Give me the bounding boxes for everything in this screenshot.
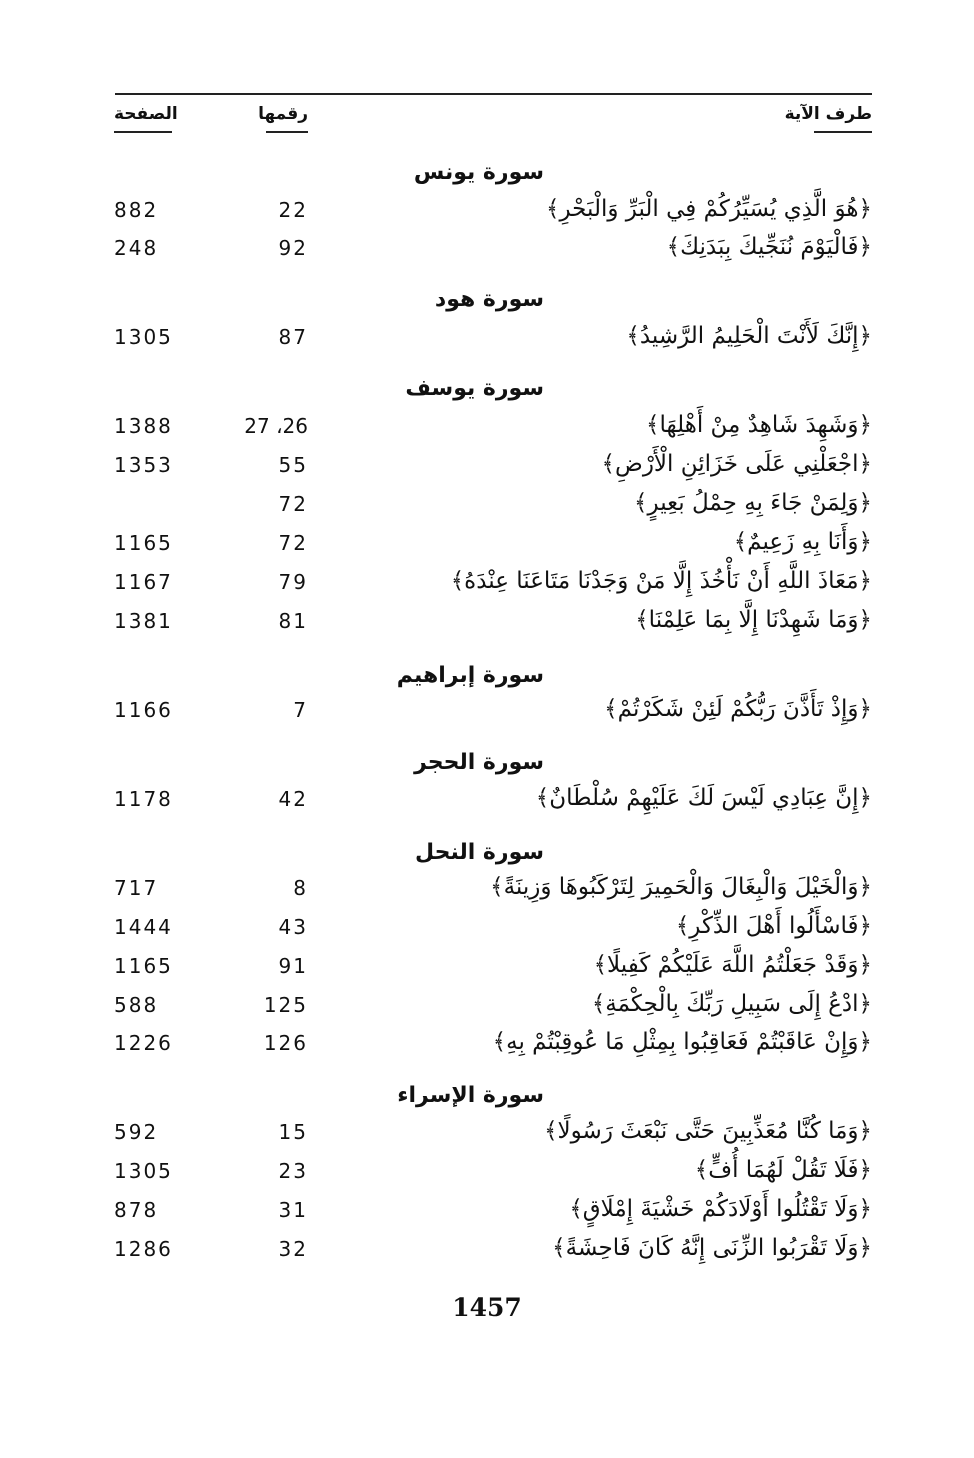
verse-text: ﴿وَلَا تَقْرَبُوا الزِّنَى إِنَّهُ كَانَ فَاحِشَةً﴾ [552,1235,872,1261]
page-ref: 878 [114,1198,159,1222]
verse-text: ﴿فَالْيَوْمَ نُنَجِّيكَ بِبَدَنِكَ﴾ [666,234,872,260]
ayah-number: 8 [293,876,308,900]
ayah-number: 7 [293,698,308,722]
page-ref: 592 [114,1120,159,1144]
verse-text: ﴿اجْعَلْنِي عَلَى خَزَائِنِ الْأَرْضِ﴾ [601,451,872,477]
verse-text: ﴿وَقَدْ جَعَلْتُمُ اللَّهَ عَلَيْكُمْ كَفِيلًا﴾ [593,952,872,978]
page-ref: 248 [114,236,159,260]
ayah-column-underline [266,131,308,133]
ayah-number: 91 [278,954,308,978]
ayah-number: 32 [278,1237,308,1261]
verse-text: ﴿وَمَا كُنَّا مُعَذِّبِينَ حَتَّى نَبْعَثَ رَسُولًا﴾ [544,1118,872,1144]
ayah-column-header: رقمها [258,104,308,124]
verse-text: ﴿إِنَّكَ لَأَنْتَ الْحَلِيمُ الرَّشِيدُ﴾ [626,323,872,349]
ayah-number: 92 [278,236,308,260]
ayah-number: 81 [278,609,308,633]
verse-text: ﴿وَإِذْ تَأَذَّنَ رَبُّكُمْ لَئِنْ شَكَرْتُمْ﴾ [604,696,872,722]
page-ref: 882 [114,198,159,222]
ayah-number: 125 [263,993,308,1017]
surah-heading: سورة يوسف [405,376,544,401]
verse-text: ﴿وَشَهِدَ شَاهِدٌ مِنْ أَهْلِهَا﴾ [646,412,872,438]
page-ref: 1165 [114,954,173,978]
verse-column-underline [814,131,872,133]
page-ref: 1388 [114,414,173,438]
page-ref: 717 [114,876,159,900]
verse-text: ﴿وَمَا شَهِدْنَا إِلَّا بِمَا عَلِمْنَا﴾ [635,607,872,633]
verse-text: ﴿وَلِمَنْ جَاءَ بِهِ حِمْلُ بَعِيرٍ﴾ [634,490,872,516]
ayah-number: 31 [278,1198,308,1222]
page-column-header: الصفحة [114,104,178,124]
ayah-number: 43 [278,915,308,939]
verse-text: ﴿إِنَّ عِبَادِي لَيْسَ لَكَ عَلَيْهِمْ سُلْطَانٌ﴾ [535,785,872,811]
page-ref: 1305 [114,325,173,349]
surah-heading: سورة يونس [413,160,544,185]
verse-text: ﴿فَلَا تَقُلْ لَهُمَا أُفٍّ﴾ [694,1157,872,1183]
verse-text: ﴿فَاسْأَلُوا أَهْلَ الذِّكْرِ﴾ [675,913,872,939]
surah-heading: سورة هود [434,287,544,312]
page-ref: 1178 [114,787,173,811]
page-ref: 1353 [114,453,173,477]
ayah-number: 27 ،26 [244,414,308,438]
verse-text: ﴿وَالْخَيْلَ وَالْبِغَالَ وَالْحَمِيرَ لِتَرْكَبُوهَا وَزِينَةً﴾ [490,874,872,900]
page-ref: 1166 [114,698,173,722]
ayah-number: 15 [278,1120,308,1144]
ayah-number: 55 [278,453,308,477]
ayah-number: 72 [278,492,308,516]
page-ref: 1286 [114,1237,173,1261]
page-ref: 1226 [114,1031,173,1055]
page-number: 1457 [452,1293,522,1322]
ayah-number: 87 [278,325,308,349]
page-ref: 1165 [114,531,173,555]
ayah-number: 126 [263,1031,308,1055]
verse-text: ﴿ادْعُ إِلَى سَبِيلِ رَبِّكَ بِالْحِكْمَةِ﴾ [591,991,872,1017]
page-ref: 1305 [114,1159,173,1183]
verse-text: ﴿وَإِنْ عَاقَبْتُمْ فَعَاقِبُوا بِمِثْلِ مَا عُوقِبْتُمْ بِهِ﴾ [492,1029,872,1055]
verse-text: ﴿وَلَا تَقْتُلُوا أَوْلَادَكُمْ خَشْيَةَ إِمْلَاقٍ﴾ [569,1196,872,1222]
top-rule [115,93,872,95]
ayah-number: 79 [278,570,308,594]
verse-text: ﴿مَعَاذَ اللَّهِ أَنْ نَأْخُذَ إِلَّا مَنْ وَجَدْنَا مَتَاعَنَا عِنْدَهُ﴾ [450,568,872,594]
page-ref: 1381 [114,609,173,633]
surah-heading: سورة النحل [414,840,544,865]
verse-text: ﴿هُوَ الَّذِي يُسَيِّرُكُمْ فِي الْبَرِّ وَالْبَحْرِ﴾ [546,196,872,222]
page-ref: 1167 [114,570,173,594]
page-ref: 1444 [114,915,173,939]
page-column-underline [114,131,172,133]
surah-heading: سورة الإسراء [397,1083,544,1108]
surah-heading: سورة إبراهيم [396,663,544,688]
ayah-number: 22 [278,198,308,222]
verse-text: ﴿وَأَنَا بِهِ زَعِيمٌ﴾ [733,529,872,555]
ayah-number: 23 [278,1159,308,1183]
verse-column-header: طرف الآية [784,104,872,124]
surah-heading: سورة الحجر [414,750,544,775]
page-ref: 588 [114,993,159,1017]
ayah-number: 42 [278,787,308,811]
ayah-number: 72 [278,531,308,555]
